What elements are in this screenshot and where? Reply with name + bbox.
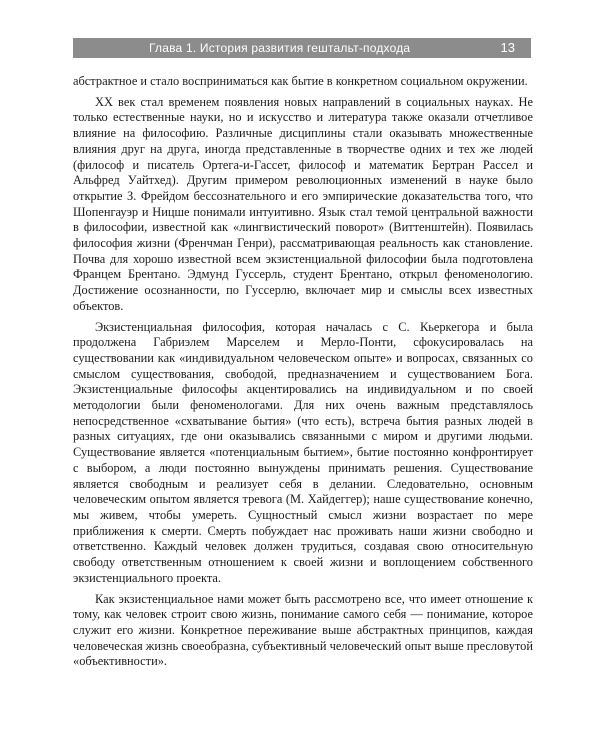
page-number: 13 [500, 40, 515, 55]
paragraph-continued: абстрактное и стало восприниматься как бытие в конкретном социальном окружении. [73, 74, 528, 88]
paragraph: XX век стал временем появления новых направлений в социальных науках. Не только естественные науки, но и искусство и литература также оказали отчетливое влияние на философию. Различные дисциплины стали оказывать множественные влияния друг на друга, иногда представленные в творчестве одних и тех же людей (философ и писатель Ортега-и-Гассет, философ и математик Бертран Рассел и Альфред Уайтхед). Другим примером революционных изменений в науке было открытие З. Фрейдом бессознательного и его эмпирические доказательства того, что Шопенгауэр и Ницше понимали интуитивно. Язык стал темой центральной важности в философии, известной как «лингвистический поворот» (Виттенштейн). Появилась философия жизни (Френчман Генри), рассматривающая реальность как становление. Почва для хорошо известной всем экзистенциальной философии была подготовлена Францем Брентано. Эдмунд Гуссерль, студент Брентано, открыл феноменологию. Достижение осознанности, по Гуссерлю, включает мир и смыслы всех известных объектов. [73, 94, 533, 313]
paragraph: Экзистенциальная философия, которая началась с С. Кьеркегора и была продолжена Габриэлем Марселем и Мерло-Понти, сфокусировалась на существовании как «индивидуальном человеческом опыте» и вопросах, связанных со смыслом существования, свободой, предназначением и существованием Бога. Экзистенциальные философы акцентировались на индивидуальном и по своей методологии были феноменологами. Для них очень важным представлялось непосредственное «схватывание бытия» (что есть), встреча бытия разных людей в разных ситуациях, где они оказывались связанными с миром и другими людьми. Существование является «потенциальным бытием», бытие постоянно конфронтирует с выбором, а люди постоянно вынуждены принимать решения. Существование является свободным и реализует себя в делании. Следовательно, основным человеческим опытом является тревога (М. Хайдеггер); наше существование конечно, мы живем, чтобы умереть. Сущностный смысл жизни возрастает по мере приближения к смерти. Смерть побуждает нас проживать наши жизни свободно и ответственно. Каждый человек должен трудиться, создавая свою относительную свободу ответственным отношением к своей жизни и воплощением собственного экзистенциального проекта. [73, 319, 533, 585]
paragraph: Как экзистенциальное нами может быть рассмотрено все, что имеет отношение к тому, как человек строит свою жизнь, понимание самого себя — понимание, которое служит его жизни. Конкретное переживание выше абстрактных принципов, каждая человеческая жизнь своеобразна, субъективный человеческий опыт выше пресловутой «объективности». [73, 591, 533, 669]
body-text [73, 74, 533, 675]
chapter-header-bar [73, 38, 531, 58]
chapter-title: Глава 1. История развития гештальт-подхода [149, 41, 411, 55]
